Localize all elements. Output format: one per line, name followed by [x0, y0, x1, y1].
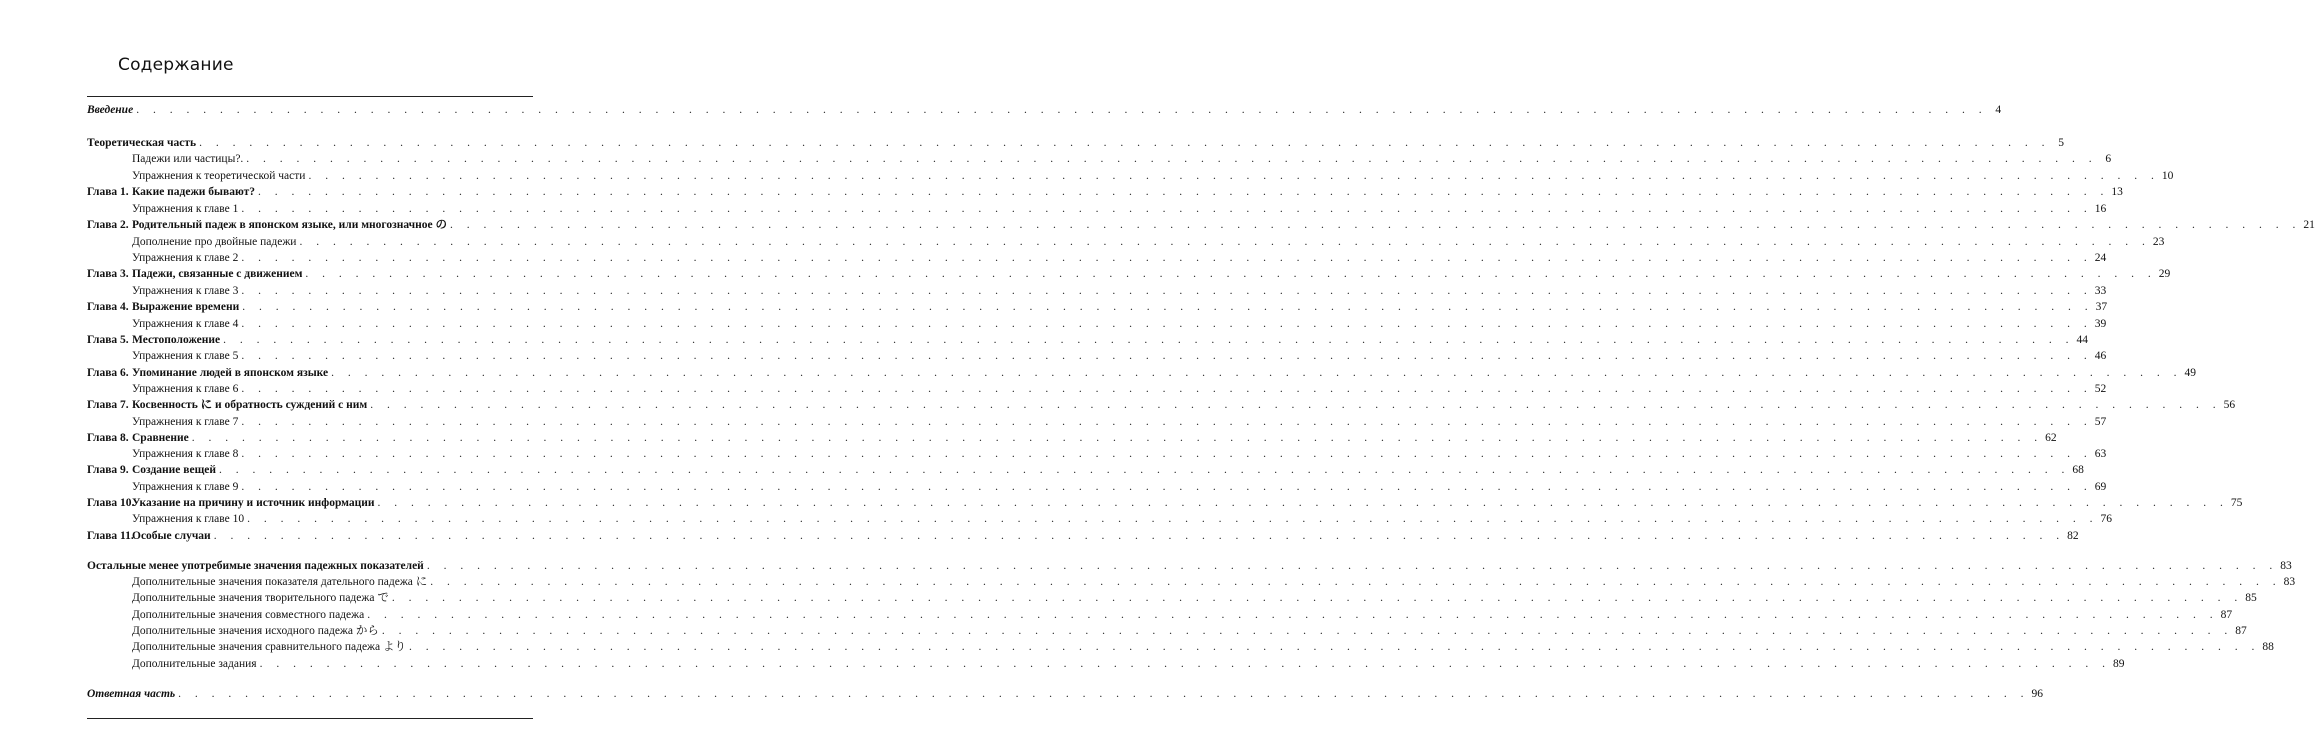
dot-leader — [196, 135, 2052, 151]
toc-page-number: 33 — [2094, 285, 2107, 297]
toc-chapter-number: Глава 2. — [87, 219, 129, 231]
toc-page-number: 44 — [2076, 334, 2088, 346]
toc-page-number: 49 — [2184, 367, 2196, 379]
toc-page-number: 76 — [2100, 513, 2112, 525]
toc-entry-title: Упражнения к главе 5 — [132, 350, 239, 362]
dot-leader — [427, 574, 2283, 590]
toc-entry[interactable] — [87, 365, 2196, 381]
toc-subentry[interactable] — [87, 250, 2107, 266]
toc-subentry[interactable] — [87, 607, 2233, 623]
toc-entry[interactable] — [87, 397, 2236, 413]
dot-leader — [239, 299, 2095, 315]
toc-entry-title: Какие падежи бывают? — [132, 186, 256, 198]
toc-subentry[interactable] — [87, 168, 2174, 184]
dot-leader — [328, 365, 2184, 381]
dot-leader — [406, 639, 2262, 655]
toc-entry-title: Дополнение про двойные падежи — [132, 236, 297, 248]
toc-subentry[interactable] — [87, 381, 2107, 397]
toc-page-number: 85 — [2245, 592, 2257, 604]
toc-subentry[interactable] — [87, 446, 2107, 462]
toc-entry[interactable] — [87, 462, 2084, 478]
toc-chapter-number: Глава 6. — [87, 367, 129, 379]
toc-entry-title: Введение — [87, 104, 134, 116]
toc-entry-title: Дополнительные значения показателя дательного падежа に — [132, 576, 428, 588]
toc-subentry[interactable] — [87, 511, 2112, 527]
dot-leader — [364, 607, 2220, 623]
dot-leader — [133, 102, 1989, 118]
dot-leader — [255, 184, 2111, 200]
toc-page-number: 87 — [2220, 609, 2233, 621]
toc-page-number: 63 — [2094, 448, 2107, 460]
toc-chapter-number: Глава 11. — [87, 530, 134, 542]
toc-subentry[interactable] — [87, 414, 2107, 430]
toc-page-number: 83 — [2283, 576, 2296, 588]
toc-subentry[interactable] — [87, 283, 2107, 299]
toc-page-number: 52 — [2094, 383, 2107, 395]
dot-leader — [211, 528, 2067, 544]
toc-subentry[interactable] — [87, 201, 2107, 217]
bottom-divider — [87, 718, 533, 719]
toc-entry[interactable] — [87, 686, 2044, 702]
toc-subentry[interactable] — [87, 234, 2165, 250]
dot-leader — [238, 414, 2094, 430]
toc-entry-title: Упражнения к теоретической части — [132, 170, 306, 182]
toc-entry-title: Упражнения к главе 9 — [132, 481, 239, 493]
dot-leader — [375, 495, 2231, 511]
toc-page-number: 62 — [2045, 432, 2057, 444]
dot-leader — [389, 590, 2245, 606]
toc-entry-title: Дополнительные задания — [132, 658, 257, 670]
toc-page-number: 39 — [2094, 318, 2107, 330]
toc-page-number: 21 — [2303, 219, 2315, 231]
toc-page-number: 88 — [2262, 641, 2274, 653]
toc-entry[interactable] — [87, 184, 2123, 200]
toc-page-number: 23 — [2152, 236, 2165, 248]
dot-leader — [175, 686, 2031, 702]
toc-entry[interactable] — [87, 332, 2088, 348]
dot-leader — [379, 623, 2235, 639]
toc-entry-title: Дополнительные значения совместного падежа — [132, 609, 365, 621]
toc-entry-title: Упражнения к главе 10 — [132, 513, 245, 525]
toc-page-number: 37 — [2095, 301, 2108, 313]
toc-entry[interactable] — [87, 495, 2243, 511]
toc-page-number: 46 — [2094, 350, 2107, 362]
dot-leader — [238, 283, 2094, 299]
toc-subentry[interactable] — [87, 348, 2107, 364]
dot-leader — [238, 348, 2094, 364]
toc-entry[interactable] — [87, 430, 2057, 446]
dot-leader — [424, 558, 2280, 574]
toc-page-number: 68 — [2072, 464, 2084, 476]
toc-entry-title: Упражнения к главе 6 — [132, 383, 239, 395]
toc-subentry[interactable] — [87, 623, 2247, 639]
toc-entry-title: Косвенность に и обратность суждений с ним — [132, 399, 368, 411]
toc-entry[interactable] — [87, 528, 2079, 544]
toc-entry-title: Дополнительные значения исходного падежа から — [132, 625, 379, 637]
toc-entry[interactable] — [87, 135, 2064, 151]
toc-entry-title: Местоположение — [132, 334, 221, 346]
toc-page-number: 24 — [2094, 252, 2107, 264]
toc-entry-title: Особые случаи — [132, 530, 211, 542]
toc-entry-title: Родительный падеж в японском языке, или многозначное の — [132, 219, 447, 231]
top-divider — [87, 96, 533, 97]
toc-page-number: 75 — [2230, 497, 2243, 509]
toc-entry-title: Падежи или частицы?. — [132, 153, 244, 165]
dot-leader — [238, 479, 2094, 495]
toc-page-number: 83 — [2280, 560, 2292, 572]
toc-entry[interactable] — [87, 217, 2315, 233]
toc-entry-title: Сравнение — [132, 432, 189, 444]
dot-leader — [189, 430, 2045, 446]
toc-entry-title: Остальные менее употребимые значения падежных показателей — [87, 560, 424, 572]
page-title: Содержание — [118, 55, 234, 75]
dot-leader — [238, 446, 2094, 462]
toc-entry[interactable] — [87, 102, 2002, 118]
toc-subentry[interactable] — [87, 656, 2125, 672]
toc-entry-title: Создание вещей — [132, 464, 217, 476]
toc-page-number: 10 — [2161, 170, 2174, 182]
toc-entry-title: Ответная часть — [87, 688, 176, 700]
toc-entry-title: Указание на причину и источник информации — [132, 497, 375, 509]
dot-leader — [244, 511, 2100, 527]
toc-page-number: 87 — [2235, 625, 2247, 637]
toc-chapter-number: Глава 1. — [87, 186, 129, 198]
toc-entry-title: Упоминание людей в японском языке — [132, 367, 329, 379]
toc-entry[interactable] — [87, 266, 2171, 282]
toc-page-number: 69 — [2094, 481, 2107, 493]
toc-page-number: 6 — [2105, 153, 2112, 165]
toc-entry-title: Упражнения к главе 8 — [132, 448, 239, 460]
toc-entry-title: Теоретическая часть — [87, 137, 197, 149]
toc-page-number: 5 — [2058, 137, 2064, 149]
toc-entry-title: Дополнительные значения творительного падежа で — [132, 592, 389, 604]
dot-leader — [302, 266, 2158, 282]
toc-subentry[interactable] — [87, 479, 2107, 495]
toc-subentry[interactable] — [87, 639, 2274, 655]
dot-leader — [447, 217, 2303, 233]
toc-page-number: 96 — [2031, 688, 2044, 700]
toc-subentry[interactable] — [87, 590, 2257, 606]
toc-entry-title: Упражнения к главе 1 — [132, 203, 239, 215]
toc-subentry[interactable] — [87, 151, 2112, 167]
toc-entry[interactable] — [87, 299, 2108, 315]
toc-chapter-number: Глава 10. — [87, 497, 135, 509]
toc-chapter-number: Глава 9. — [87, 464, 129, 476]
toc-entry-title: Падежи, связанные с движением — [132, 268, 303, 280]
toc-entry-title: Упражнения к главе 4 — [132, 318, 239, 330]
toc-page-number: 57 — [2094, 416, 2107, 428]
toc-entry[interactable] — [87, 558, 2292, 574]
toc-page-number: 16 — [2094, 203, 2107, 215]
toc-entry-title: Выражение времени — [132, 301, 240, 313]
dot-leader — [305, 168, 2161, 184]
toc-page-number: 4 — [1995, 104, 2002, 116]
dot-leader — [220, 332, 2076, 348]
toc-entry-title: Упражнения к главе 7 — [132, 416, 239, 428]
dot-leader — [296, 234, 2152, 250]
toc-entry-title: Упражнения к главе 2 — [132, 252, 239, 264]
toc-entry-title: Упражнения к главе 3 — [132, 285, 239, 297]
toc-subentry[interactable] — [87, 316, 2107, 332]
toc-chapter-number: Глава 8. — [87, 432, 129, 444]
dot-leader — [367, 397, 2223, 413]
dot-leader — [238, 316, 2094, 332]
dot-leader — [216, 462, 2072, 478]
toc-page-number: 29 — [2158, 268, 2171, 280]
toc-page-number: 82 — [2067, 530, 2079, 542]
dot-leader — [257, 656, 2113, 672]
dot-leader — [238, 201, 2094, 217]
toc-page-number: 13 — [2111, 186, 2123, 198]
toc-entry-title: Дополнительные значения сравнительного падежа より — [132, 641, 406, 653]
dot-leader — [243, 151, 2099, 167]
dot-leader — [238, 381, 2094, 397]
toc-subentry[interactable] — [87, 574, 2296, 590]
dot-leader — [238, 250, 2094, 266]
toc-page-number: 56 — [2223, 399, 2236, 411]
toc-chapter-number: Глава 5. — [87, 334, 129, 346]
toc-page-number: 89 — [2112, 658, 2125, 670]
toc-chapter-number: Глава 3. — [87, 268, 129, 280]
toc-chapter-number: Глава 4. — [87, 301, 129, 313]
toc-chapter-number: Глава 7. — [87, 399, 129, 411]
